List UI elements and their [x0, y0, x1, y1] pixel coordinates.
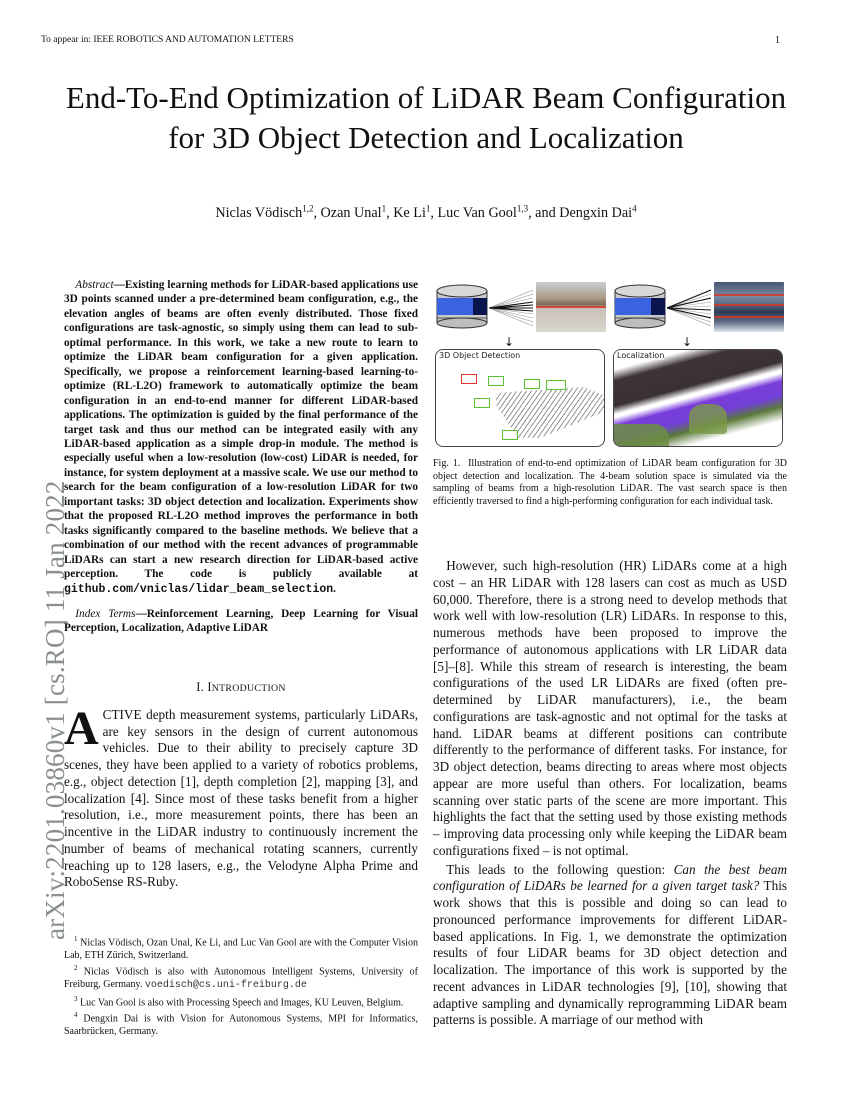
index-terms-text: Reinforcement Learning, Deep Learning for Visual Perception, Localization, Adaptive LiDAR: [64, 607, 419, 635]
caption-label: Fig. 1.: [433, 458, 461, 469]
figure-1: [433, 280, 788, 448]
vegetation-points: [689, 404, 727, 434]
author: Ke Li$^1$,: [393, 203, 438, 221]
footnote-3: $^3$ Luc Van Gool is also with Processing Speech and Images, KU Leuven, Belgium.: [74, 994, 404, 1008]
index-terms: Index Terms—Reinforcement Learning, Deep Learning for Visual Perception, Localization, Adaptive LiDAR: [64, 607, 419, 635]
laser-beams-graphic: [489, 288, 533, 328]
figure-panel-detection: [433, 280, 605, 448]
bounding-box: [502, 430, 518, 440]
page-number: 1: [775, 35, 780, 46]
camera-image-road: [714, 282, 784, 332]
author: Ozan Unal$^1$,: [320, 203, 394, 221]
abstract: Abstract—Existing learning methods for LiDAR-based applications use 3D points scanned under a pre-determined beam configuration, e.g., the elevation angles of beams are often evenly distributed. Those fixed configurations are task-agnostic, so simply using them can lead to sub-optimal performance. In this work, we take a new route to learn to optimize the LiDAR beam configuration for a given application. Specifically, we propose a reinforcement learning-based learning-to-optimize (RL-L2O) framework to automatically optimize the beam configuration in an end-to-end manner for different LiDAR-based applications. The optimization is guided by the final performance of the target task and thus our method can be integrated easily with any LiDAR-based application as a simple drop-in module. The method is especially useful when a low-resolution (low-cost) LiDAR is needed, for instance, for system deployment at a massive scale. We use our method to search for the beam configuration of a low-resolution LiDAR for two important tasks: 3D object detection and localization. Experiments show that the proposed RL-L2O method improves the performance in both tasks significantly compared to the baseline methods. We believe that a combination of our method with the recent advances of programmable LiDARs can start a new research direction for LiDAR-based active perception. The code is publicly available at github.com/vniclas/lidar_beam_selection.: [64, 279, 418, 596]
lidar-sensor-icon: [613, 283, 667, 329]
arxiv-stamp: [2, 300, 70, 940]
research-question: Can the best beam configuration of LiDARs be learned for a given target task?: [433, 861, 787, 894]
footnote-1: $^1$ Niclas Vödisch, Ozan Unal, Ke Li, and Luc Van Gool are with the Computer Vision Lab, ETH Zürich, Switzerland.: [64, 935, 418, 961]
vegetation-points: [614, 424, 669, 446]
running-head: To appear in: IEEE ROBOTICS AND AUTOMATION LETTERS: [41, 35, 294, 45]
author: Niclas Vödisch$^{1,2}$,: [215, 203, 321, 221]
author: Dengxin Dai$^4$: [559, 203, 637, 221]
figure-caption: [433, 458, 787, 508]
dropcap: A: [64, 701, 99, 755]
email-link[interactable]: voedisch@cs.uni-freiburg.de: [144, 980, 307, 992]
bounding-box: [474, 398, 490, 408]
code-link[interactable]: github.com/vniclas/lidar_beam_selection: [64, 582, 334, 596]
author: Luc Van Gool$^{1,3}$, and: [437, 203, 560, 221]
panel-label: Localization: [617, 351, 665, 360]
right-column: [433, 558, 787, 1029]
intro-paragraph-2: However, such high-resolution (HR) LiDARs come at a high cost – an HR LiDAR with 128 lasers can cost as much as USD 60,000. Therefore, there is a strong need to develop methods that work well with low-resolution (LR) LiDARs. In response to this, numerous methods have been proposed to improve the performance of autonomous applications with LR LiDAR data [5]–[8]. While this stream of research is interesting, the beam configurations of the used LR LiDARs are fixed (often pre-determined by LiDAR manufacturers), i.e., the beam configurations are task-agnostic and not optimal for the tasks at hand. LiDAR beams at different positions can contribute differently to the performance of different tasks. For instance, for 3D object detection, beams directing to areas where most objects appear are more useful than others. For localization, beams scanning over static parts of the scene are more important. This highlights the fact that the setting used by those existing methods – improving data processing only while keeping the LiDAR beam configurations fixed – is not optimal.: [433, 558, 787, 858]
intro-paragraph-3: This leads to the following question: Can the best beam configuration of LiDARs be learned for a given target task? This work shows that this is possible and doing so can lead to pronounced performance improvements for different LiDAR-based applications. In Fig. 1, we demonstrate the optimization results of four LiDAR beams for 3D object detection and localization. The importance of this work is supported by the recent advances in LiDAR technologies [9], [10], showing that adaptive sampling and dynamically reprogramming LiDAR beam patterns is possible. A marriage of our method with: [433, 861, 787, 1028]
footnote-2: $^2$ Niclas Vödisch is also with Autonomous Intelligent Systems, University of Freiburg, Germany. voedisch@cs.uni-freiburg.de: [64, 964, 418, 992]
bounding-box: [524, 379, 540, 389]
arxiv-id: arXiv:2201.03860v1 [cs.RO] 11 Jan 2022: [40, 480, 70, 940]
lidar-sensor-icon: [435, 283, 489, 329]
author-list: [60, 203, 792, 222]
camera-image-street: [536, 282, 606, 332]
paper-title: End-To-End Optimization of LiDAR Beam Configuration for 3D Object Detection and Localization: [65, 80, 787, 155]
arrow-down-icon: ↓: [682, 335, 693, 349]
index-terms-label: Index Terms: [75, 607, 136, 620]
bounding-box: [488, 376, 504, 386]
abstract-label: Abstract: [75, 279, 114, 291]
caption-text: Illustration of end-to-end optimization of LiDAR beam configuration for 3D object detection and localization. The 4-beam solution space is simulated via the sampling of beams from a high-resolution LiDAR. The vast search space is then efficiently traversed to find a high-performing configuration for each individual task.: [433, 458, 787, 507]
section-heading-introduction: I. INTRODUCTION: [196, 679, 286, 694]
localization-pointcloud: [613, 349, 783, 447]
footnote-4: $^4$ Dengxin Dai is with Vision for Autonomous Systems, MPI for Informatics, Saarbrücken, Germany.: [64, 1011, 418, 1038]
footnotes: [64, 933, 418, 1039]
figure-panel-localization: [611, 280, 783, 448]
left-column: [64, 278, 418, 891]
abstract-text: Existing learning methods for LiDAR-based applications use 3D points scanned under a pre-determined beam configuration, e.g., the elevation angles of beams are often evenly distributed. Those fixed configurations are task-agnostic, so simply using them can lead to sub-optimal performance. In this work, we take a new route to learn to optimize the LiDAR beam configuration for a given application. Specifically, we propose a reinforcement learning-based learning-to-optimize (RL-L2O) framework to automatically optimize the beam configuration in an end-to-end manner for different LiDAR-based applications. The optimization is guided by the final performance of the target task and thus our method can be integrated easily with any LiDAR-based application as a simple drop-in module. The method is especially useful when a low-resolution (low-cost) LiDAR is needed, for instance, for system deployment at a massive scale. We use our method to search for the beam configuration of a low-resolution LiDAR for two important tasks: 3D object detection and localization. Experiments show that the proposed RL-L2O method improves the performance in both tasks significantly compared to the baseline methods. We believe that a combination of our method with the recent advances of programmable LiDARs can start a new research direction for LiDAR-based active perception. The code is publicly available at: [64, 279, 418, 581]
detection-pointcloud: [435, 349, 605, 447]
panel-label: 3D Object Detection: [439, 351, 521, 360]
intro-paragraph-1: ACTIVE depth measurement systems, particularly LiDARs, are key sensors in the design of current autonomous vehicles. Due to their ability to precisely capture 3D scenes, they have been applied to a variety of robotics problems, e.g., object detection [1], depth completion [2], mapping [3], and localization [4]. Since most of these tasks benefit from a higher resolution, i.e., more measurement points, there has been an incentive in the LiDAR industry to continuously increment the number of beams of mechanical rotating scanners, currently reaching up to 128 lasers, e.g., the Velodyne Alpha Prime and RoboSense RS-Ruby.: [64, 701, 418, 890]
bounding-box: [546, 380, 566, 390]
laser-beams-graphic: [667, 288, 711, 328]
arrow-down-icon: ↓: [504, 335, 515, 349]
bounding-box-false-positive: [461, 374, 477, 384]
